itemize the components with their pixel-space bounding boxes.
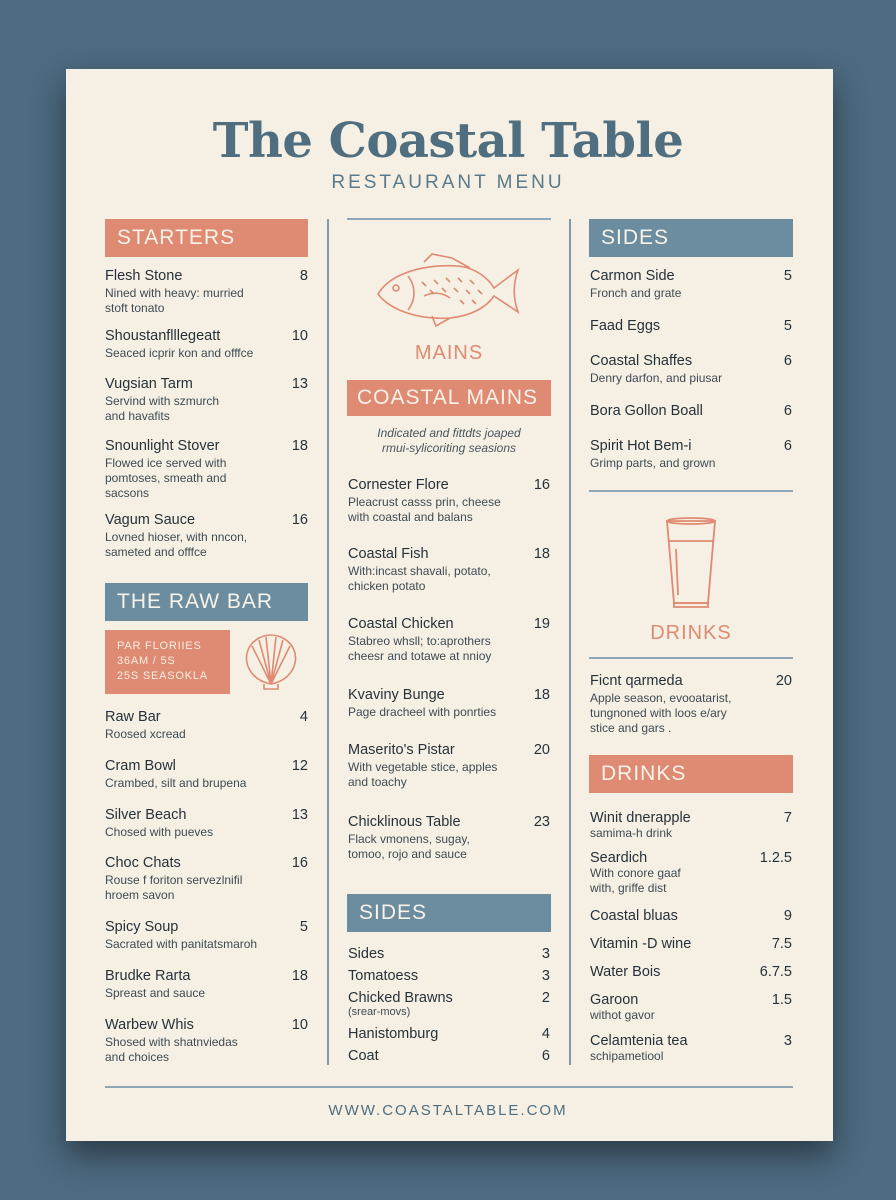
- glass-icon: [662, 515, 720, 611]
- item-price: 9: [783, 908, 792, 924]
- item-description: Page dracheel with ponrties: [348, 705, 497, 719]
- menu-item: [348, 742, 550, 790]
- item-name: Flesh Stone: [105, 268, 183, 284]
- item-description: Apple season, evooatarist, tungnoned with loos e/ary stice and gars .: [590, 691, 732, 735]
- item-price: 5: [783, 318, 792, 334]
- item-price: 18: [291, 968, 308, 984]
- item-name: Coastal Fish: [348, 546, 429, 562]
- item-name: Kvaviny Bunge: [348, 687, 445, 703]
- item-name: Celamtenia tea: [590, 1033, 688, 1049]
- menu-item: [348, 946, 550, 962]
- item-price: 10: [291, 1017, 308, 1033]
- item-price: 20: [533, 742, 550, 758]
- item-name: Tomatoess: [348, 968, 419, 984]
- starters-heading: [105, 219, 308, 257]
- menu-item: [105, 376, 308, 424]
- item-name: Winit dnerapple: [590, 810, 691, 826]
- item-description: Nined with heavy: murried stoft tonato: [105, 286, 244, 315]
- item-description: Roosed xcread: [105, 727, 186, 741]
- item-description: Flack vmonens, sugay, tomoo, rojo and sauce: [348, 832, 470, 861]
- menu-item: [105, 919, 308, 952]
- item-name: Chicked Brawns: [348, 990, 453, 1006]
- item-price: 4: [541, 1026, 550, 1042]
- restaurant-title: The Coastal Table: [212, 113, 684, 169]
- item-price: 1.2.5: [759, 850, 792, 866]
- item-price: 5: [783, 268, 792, 284]
- item-price: 4: [299, 709, 308, 725]
- drinks-label: DRINKS: [650, 622, 732, 644]
- coastal-mains-heading: [347, 380, 551, 416]
- menu-item: [348, 1048, 550, 1064]
- item-price: 23: [533, 814, 550, 830]
- item-name: Hanistomburg: [348, 1026, 439, 1042]
- item-price: 12: [291, 758, 308, 774]
- starters-heading-label: STARTERS: [117, 226, 236, 249]
- menu-item: [590, 353, 792, 386]
- item-price: 10: [291, 328, 308, 344]
- footer-rule: [105, 1086, 793, 1088]
- item-price: 20: [775, 673, 792, 689]
- item-description: Sacrated with panitatsmaroh: [105, 937, 258, 951]
- item-name: Chicklinous Table: [348, 814, 461, 830]
- item-name: Warbew Whis: [105, 1017, 194, 1033]
- menu-item: [590, 1033, 792, 1063]
- mains-label: MAINS: [414, 342, 484, 364]
- item-name: Carmon Side: [590, 268, 675, 284]
- item-description: Spreast and sauce: [105, 986, 206, 1000]
- mains-top-rule: [347, 218, 551, 220]
- menu-item: [348, 616, 550, 664]
- drinks-heading-label: DRINKS: [601, 762, 687, 785]
- item-price: 1.5: [771, 992, 792, 1008]
- item-description: With:incast shavali, potato, chicken potato: [348, 564, 491, 593]
- right-sides-heading-label: SIDES: [601, 226, 670, 249]
- item-description: Fronch and grate: [590, 286, 682, 300]
- item-name: Silver Beach: [105, 807, 187, 823]
- item-name: Vugsian Tarm: [105, 376, 193, 392]
- item-price: 19: [533, 616, 550, 632]
- item-price: 16: [533, 477, 550, 493]
- item-price: 6.7.5: [759, 964, 792, 980]
- right-sides-heading: [589, 219, 793, 257]
- item-description: Chosed with pueves: [105, 825, 214, 839]
- item-description: samima-h drink: [590, 826, 673, 840]
- item-description: Grimp parts, and grown: [590, 456, 716, 470]
- item-description: Lovned hioser, with nncon, sameted and offfce: [105, 530, 248, 559]
- menu-item: [590, 992, 792, 1022]
- item-name: Water Bois: [590, 964, 661, 980]
- item-description: Seaced icprir kon and offfce: [105, 346, 254, 360]
- item-price: 6: [783, 438, 792, 454]
- column-divider-right: [569, 219, 571, 1065]
- menu-item: [590, 318, 792, 334]
- item-price: 6: [541, 1048, 550, 1064]
- center-sides-heading-label: SIDES: [359, 901, 428, 924]
- item-price: 13: [291, 807, 308, 823]
- item-description: schipametiool: [590, 1049, 664, 1063]
- menu-item: [348, 687, 550, 720]
- menu-item: [348, 814, 550, 862]
- menu-item: [590, 810, 792, 840]
- item-name: Garoon: [590, 992, 639, 1008]
- coastal-mains-heading-label: COASTAL MAINS: [357, 386, 539, 409]
- item-name: Ficnt qarmeda: [590, 673, 683, 689]
- item-name: Spirit Hot Bem-i: [590, 438, 692, 454]
- item-price: 6: [783, 353, 792, 369]
- menu-item: [590, 403, 792, 419]
- item-name: Spicy Soup: [105, 919, 179, 935]
- item-name: Maserito's Pistar: [348, 742, 455, 758]
- menu-item: [105, 1017, 308, 1065]
- menu-item: [590, 964, 792, 980]
- item-description: Pleacrust casss prin, cheese with coastal and balans: [348, 495, 501, 524]
- menu-item: [590, 673, 792, 736]
- item-price: 3: [541, 968, 550, 984]
- item-price: 18: [533, 687, 550, 703]
- raw-bar-heading: [105, 583, 308, 621]
- right-column-rule-2: [589, 657, 793, 659]
- item-description: Shosed with shatnviedas and choices: [105, 1035, 238, 1064]
- item-name: Shoustanflllegeatt: [105, 328, 221, 344]
- right-column-rule-1: [589, 490, 793, 492]
- item-description: Stabreo whsll; to:aprothers cheesr and totawe at nnioy: [348, 634, 492, 663]
- menu-item: [105, 512, 308, 560]
- menu-item: [105, 968, 308, 1001]
- item-name: Choc Chats: [105, 855, 181, 871]
- menu-item: [105, 438, 308, 501]
- item-name: Coastal Shaffes: [590, 353, 693, 369]
- menu-subtitle: RESTAURANT MENU: [331, 172, 565, 193]
- menu-item: [590, 936, 792, 952]
- menu-item: [105, 855, 308, 903]
- item-name: Coastal Chicken: [348, 616, 454, 632]
- promo-line: 25S SEASOKLA: [117, 670, 208, 682]
- item-description: Crambed, silt and brupena: [105, 776, 247, 790]
- menu-item: [348, 1026, 550, 1042]
- item-price: 2: [541, 990, 550, 1006]
- menu-item: [348, 477, 550, 525]
- item-description: Rouse f foriton servezlnifil hroem savon: [105, 873, 243, 902]
- item-name: Vagum Sauce: [105, 512, 196, 528]
- item-price: 13: [291, 376, 308, 392]
- drinks-heading: [589, 755, 793, 793]
- item-price: 7.5: [771, 936, 792, 952]
- shell-icon: [240, 632, 302, 690]
- menu-item: [590, 268, 792, 301]
- item-name: Coastal bluas: [590, 908, 678, 924]
- menu-item: [105, 268, 308, 316]
- menu-item: [590, 438, 792, 471]
- item-description: withot gavor: [590, 1008, 655, 1022]
- item-name: Sides: [348, 946, 385, 962]
- raw-bar-promo-box: [105, 630, 230, 694]
- item-name: Seardich: [590, 850, 648, 866]
- menu-item: [105, 709, 308, 742]
- item-price: 16: [291, 855, 308, 871]
- promo-line: 36AM / 5S: [117, 655, 176, 667]
- item-price: 6: [783, 403, 792, 419]
- item-name: Brudke Rarta: [105, 968, 191, 984]
- mains-note: Indicated and fittdts joaped rmui-sylicoriting seasions: [377, 426, 521, 455]
- fish-icon: [372, 252, 524, 328]
- column-divider-left: [327, 219, 329, 1065]
- item-name: Bora Gollon Boall: [590, 403, 703, 419]
- item-price: 16: [291, 512, 308, 528]
- item-price: 18: [291, 438, 308, 454]
- center-sides-heading: [347, 894, 551, 932]
- item-name: Vitamin -D wine: [590, 936, 692, 952]
- item-description: With vegetable stice, apples and toachy: [348, 760, 498, 789]
- menu-item: [348, 546, 550, 594]
- website-link[interactable]: WWW.COASTALTABLE.COM: [328, 1102, 568, 1119]
- menu-item: [105, 807, 308, 840]
- item-price: 3: [783, 1033, 792, 1049]
- item-price: 18: [533, 546, 550, 562]
- item-description: Denry darfon, and piusar: [590, 371, 723, 385]
- item-price: 3: [541, 946, 550, 962]
- promo-line: PAR FLORIIES: [117, 640, 202, 652]
- item-name: Faad Eggs: [590, 318, 661, 334]
- menu-item: [590, 908, 792, 924]
- item-price: 8: [299, 268, 308, 284]
- item-name: Snounlight Stover: [105, 438, 220, 454]
- item-description: Servind with szmurch and havafits: [105, 394, 220, 423]
- menu-item: [105, 758, 308, 791]
- raw-bar-heading-label: THE RAW BAR: [117, 590, 274, 613]
- item-name: Cornester Flore: [348, 477, 449, 493]
- item-name: Coat: [348, 1048, 379, 1064]
- item-description: (srear-movs): [348, 1006, 411, 1018]
- item-description: Flowed ice served with pomtoses, smeath and sacsons: [105, 456, 227, 500]
- menu-item: [348, 990, 550, 1018]
- item-price: 7: [783, 810, 792, 826]
- menu-item: [348, 968, 550, 984]
- menu-item: [590, 850, 792, 896]
- item-name: Cram Bowl: [105, 758, 176, 774]
- menu-item: [105, 328, 308, 361]
- item-description: With conore gaaf with, griffe dist: [590, 866, 681, 895]
- item-name: Raw Bar: [105, 709, 161, 725]
- item-price: 5: [299, 919, 308, 935]
